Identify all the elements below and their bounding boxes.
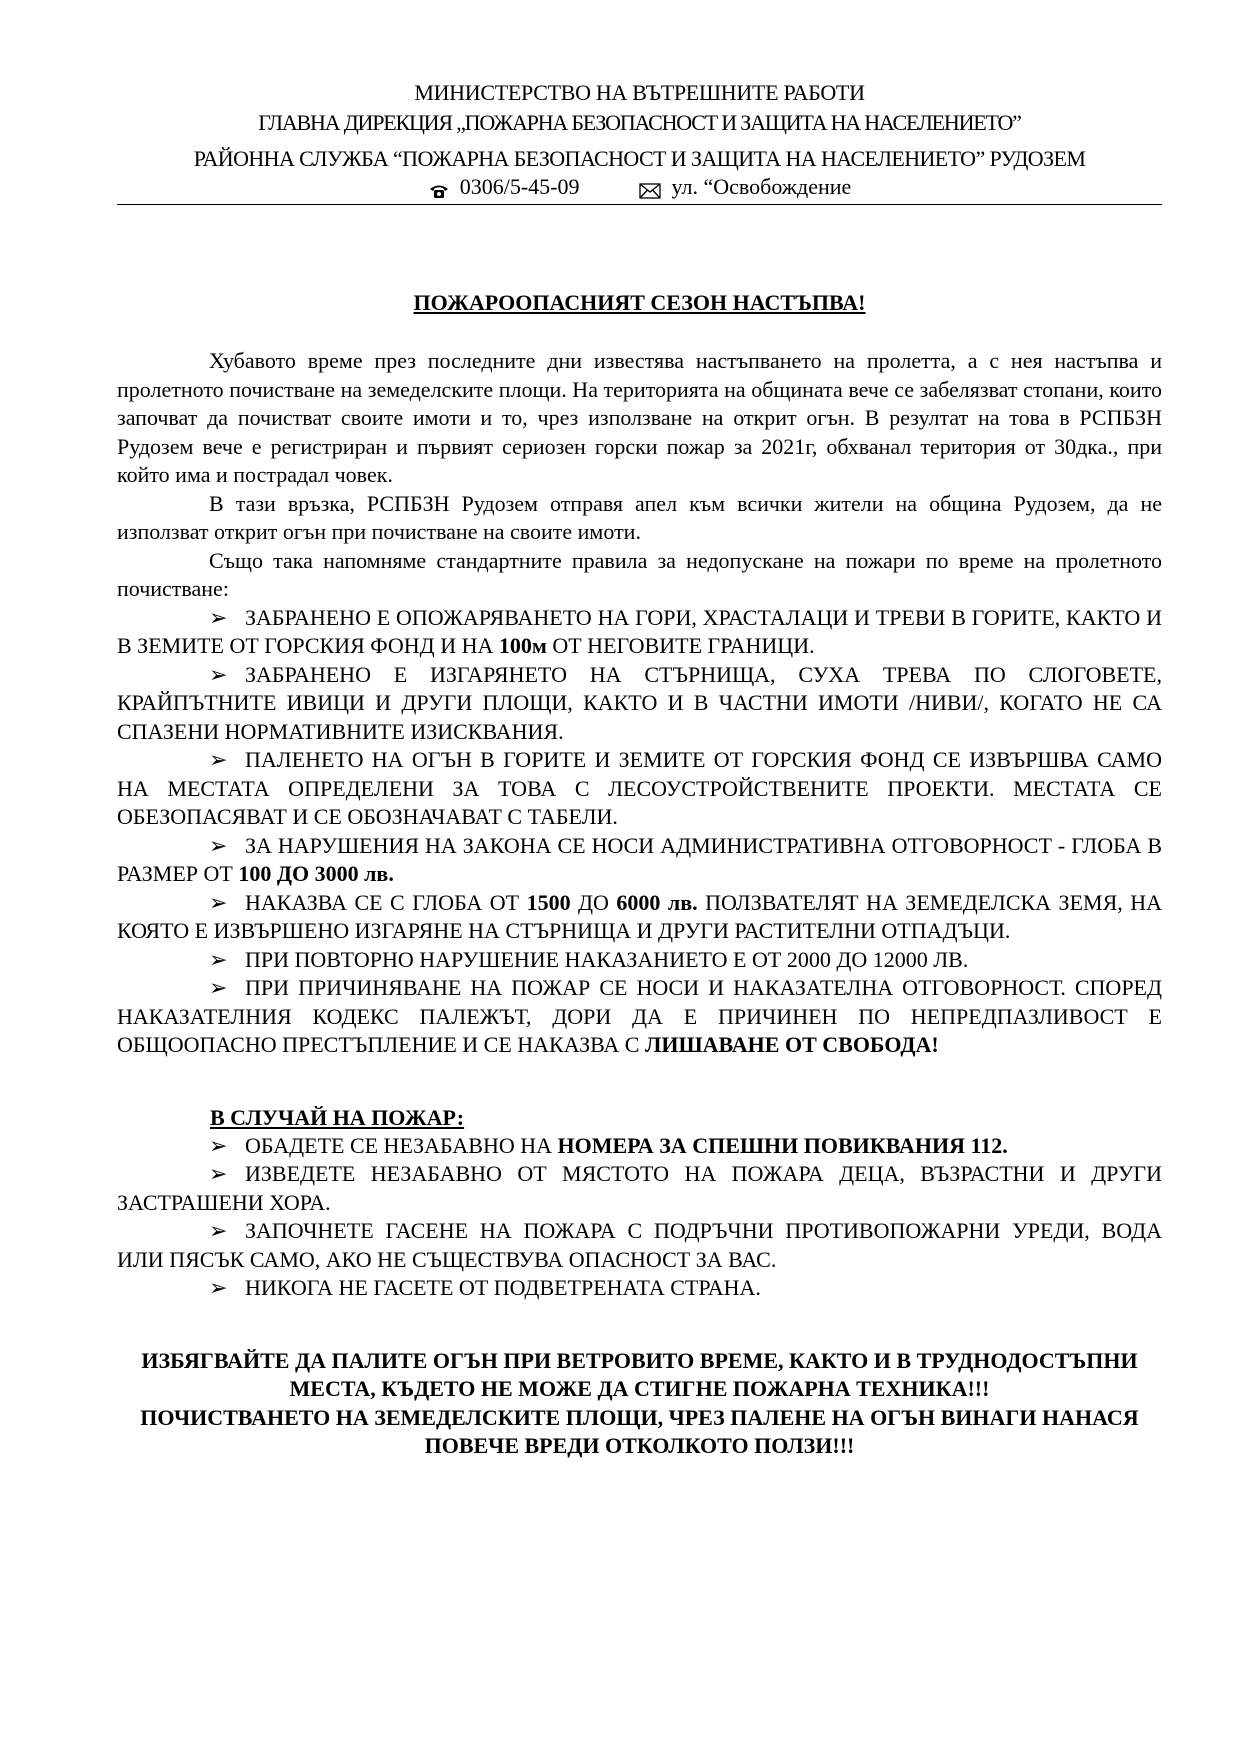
rule-item: ➢ ПАЛЕНЕТО НА ОГЪН В ГОРИТЕ И ЗЕМИТЕ ОТ ГОРСКИЯ ФОНД СЕ ИЗВЪРШВА САМО НА МЕСТАТА ОПРЕДЕЛЕНИ ЗА ТОВА С ЛЕСОУСТРОЙСТВЕНИТЕ ПРОЕКТИ. МЕСТАТА СЕ ОБЕЗОПАСЯВАТ И СЕ ОБОЗНАЧАВАТ С ТАБЕЛИ. (117, 747, 1162, 829)
closing-line-1: ИЗБЯГВАЙТЕ ДА ПАЛИТЕ ОГЪН ПРИ ВЕТРОВИТО ВРЕМЕ, КАКТО И В ТРУДНОДОСТЪПНИ МЕСТА, КЪДЕТО НЕ МОЖЕ ДА СТИГНЕ ПОЖАРНА ТЕХНИКА!!! (141, 1347, 1138, 1401)
body-text (117, 347, 1162, 1461)
arrow-bullet-icon: ➢ (209, 1132, 228, 1158)
header-ministry: МИНИСТЕРСТВО НА ВЪТРЕШНИТЕ РАБОТИ (414, 80, 865, 105)
document-page (117, 0, 1162, 1461)
address: ул. “Освобождение (671, 174, 852, 199)
paragraph-intro: Хубавото време през последните дни известява настъпването на пролетта, а с нея настъпва и пролетното почистване на земеделските площи. На територията на общината вече се забелязват стопани, които започват да почистват своите имоти и то, чрез използване на открит огън. В резултат на това в РСПБЗН Рудозем вече е регистриран и първият сериозен горски пожар за 2021г, обхванал територия от 30дка., при който има и пострадал човек. (117, 348, 1162, 487)
header-contact (117, 174, 1162, 200)
paragraph-appeal: В тази връзка, РСПБЗН Рудозем отправя апел към всички жители на община Рудозем, да не използват открит огън при почистване на своите имоти. (117, 490, 1162, 544)
arrow-bullet-icon: ➢ (209, 1161, 228, 1186)
envelope-icon (639, 179, 661, 195)
section-title: В СЛУЧАЙ НА ПОЖАР: (210, 1104, 465, 1130)
arrow-bullet-icon: ➢ (209, 1218, 228, 1243)
rule-item: ➢ ЗАБРАНЕНО Е ИЗГАРЯНЕТО НА СТЪРНИЩА, СУХА ТРЕВА ПО СЛОГОВЕТЕ, КРАЙПЪТНИТЕ ИВИЦИ И ДРУГИ ПЛОЩИ, КАКТО И В ЧАСТНИ ИМОТИ /НИВИ/, КОГАТО НЕ СА СПАЗЕНИ НОРМАТИВНИТЕ ИЗИСКВАНИЯ. (117, 661, 1162, 744)
arrow-bullet-icon: ➢ (209, 747, 228, 772)
arrow-bullet-icon: ➢ (209, 1275, 228, 1300)
header-regional-service: РАЙОННА СЛУЖБА “ПОЖАРНА БЕЗОПАСНОСТ И ЗАЩИТА НА НАСЕЛЕНИЕТО” РУДОЗЕМ (193, 146, 1086, 171)
closing-warning (117, 1347, 1162, 1461)
arrow-bullet-icon: ➢ (209, 946, 228, 972)
phone-icon (428, 179, 450, 195)
page-title: ПОЖАРООПАСНИЯТ СЕЗОН НАСТЪПВА! (413, 290, 866, 315)
rule-item: ➢ НАКАЗВА СЕ С ГЛОБА ОТ 1500 ДО 6000 лв. ПОЛЗВАТЕЛЯТ НА ЗЕМЕДЕЛСКА ЗЕМЯ, НА КОЯТО Е ИЗВЪРШЕНО ИЗГАРЯНЕ НА СТЪРНИЩА И ДРУГИ РАСТИТЕЛНИ ОТПАДЪЦИ. (117, 889, 1162, 943)
rule-item: ➢ ЗАБРАНЕНО Е ОПОЖАРЯВАНЕТО НА ГОРИ, ХРАСТАЛАЦИ И ТРЕВИ В ГОРИТЕ, КАКТО И В ЗЕМИТЕ ОТ ГОРСКИЯ ФОНД И НА 100м ОТ НЕГОВИТЕ ГРАНИЦИ. (117, 604, 1162, 658)
paragraph-rules-intro: Също така напомняме стандартните правила за недопускане на пожари по време на пролетното почистване: (117, 547, 1162, 601)
instruction-item: ➢ ИЗВЕДЕТЕ НЕЗАБАВНО ОТ МЯСТОТО НА ПОЖАРА ДЕЦА, ВЪЗРАСТНИ И ДРУГИ ЗАСТРАШЕНИ ХОРА. (117, 1161, 1162, 1215)
instruction-item: ➢ НИКОГА НЕ ГАСЕТЕ ОТ ПОДВЕТРЕНАТА СТРАНА. (117, 1274, 1162, 1303)
phone-number: 0306/5-45-09 (459, 174, 580, 199)
rule-item: ➢ ПРИ ПРИЧИНЯВАНЕ НА ПОЖАР СЕ НОСИ И НАКАЗАТЕЛНА ОТГОВОРНОСТ. СПОРЕД НАКАЗАТЕЛНИЯ КОДЕКС ПАЛЕЖЪТ, ДОРИ ДА Е ПРИЧИНЕН ПО НЕПРЕДПАЗЛИВОСТ Е ОБЩООПАСНО ПРЕСТЪПЛЕНИЕ И СЕ НАКАЗВА С ЛИШАВАНЕ ОТ СВОБОДА! (117, 975, 1162, 1057)
arrow-bullet-icon: ➢ (209, 975, 228, 1000)
rule-item: ➢ ПРИ ПОВТОРНО НАРУШЕНИЕ НАКАЗАНИЕТО Е ОТ 2000 ДО 12000 ЛВ. (117, 946, 1162, 975)
arrow-bullet-icon: ➢ (209, 604, 228, 630)
arrow-bullet-icon: ➢ (209, 889, 228, 915)
arrow-bullet-icon: ➢ (209, 661, 228, 687)
closing-line-2: ПОЧИСТВАНЕТО НА ЗЕМЕДЕЛСКИТЕ ПЛОЩИ, ЧРЕЗ ПАЛЕНЕ НА ОГЪН ВИНАГИ НАНАСЯ ПОВЕЧЕ ВРЕДИ ОТКОЛКОТО ПОЛЗИ!!! (140, 1404, 1139, 1458)
rule-item: ➢ ЗА НАРУШЕНИЯ НА ЗАКОНА СЕ НОСИ АДМИНИСТРАТИВНА ОТГОВОРНОСТ - ГЛОБА В РАЗМЕР ОТ 100 ДО 3000 лв. (117, 832, 1162, 886)
instruction-item: ➢ ЗАПОЧНЕТЕ ГАСЕНЕ НА ПОЖАРА С ПОДРЪЧНИ ПРОТИВОПОЖАРНИ УРЕДИ, ВОДА ИЛИ ПЯСЪК САМО, АКО НЕ СЪЩЕСТВУВА ОПАСНОСТ ЗА ВАС. (117, 1218, 1162, 1272)
instruction-item: ➢ ОБАДЕТЕ СЕ НЕЗАБАВНО НА НОМЕРА ЗА СПЕШНИ ПОВИКВАНИЯ 112. (117, 1132, 1162, 1161)
header-directorate: ГЛАВНА ДИРЕКЦИЯ „ПОЖАРНА БЕЗОПАСНОСТ И ЗАЩИТА НА НАСЕЛЕНИЕТО” (258, 110, 1021, 135)
header-divider (117, 204, 1162, 205)
fire-instructions (117, 1104, 1162, 1303)
arrow-bullet-icon: ➢ (209, 832, 228, 858)
